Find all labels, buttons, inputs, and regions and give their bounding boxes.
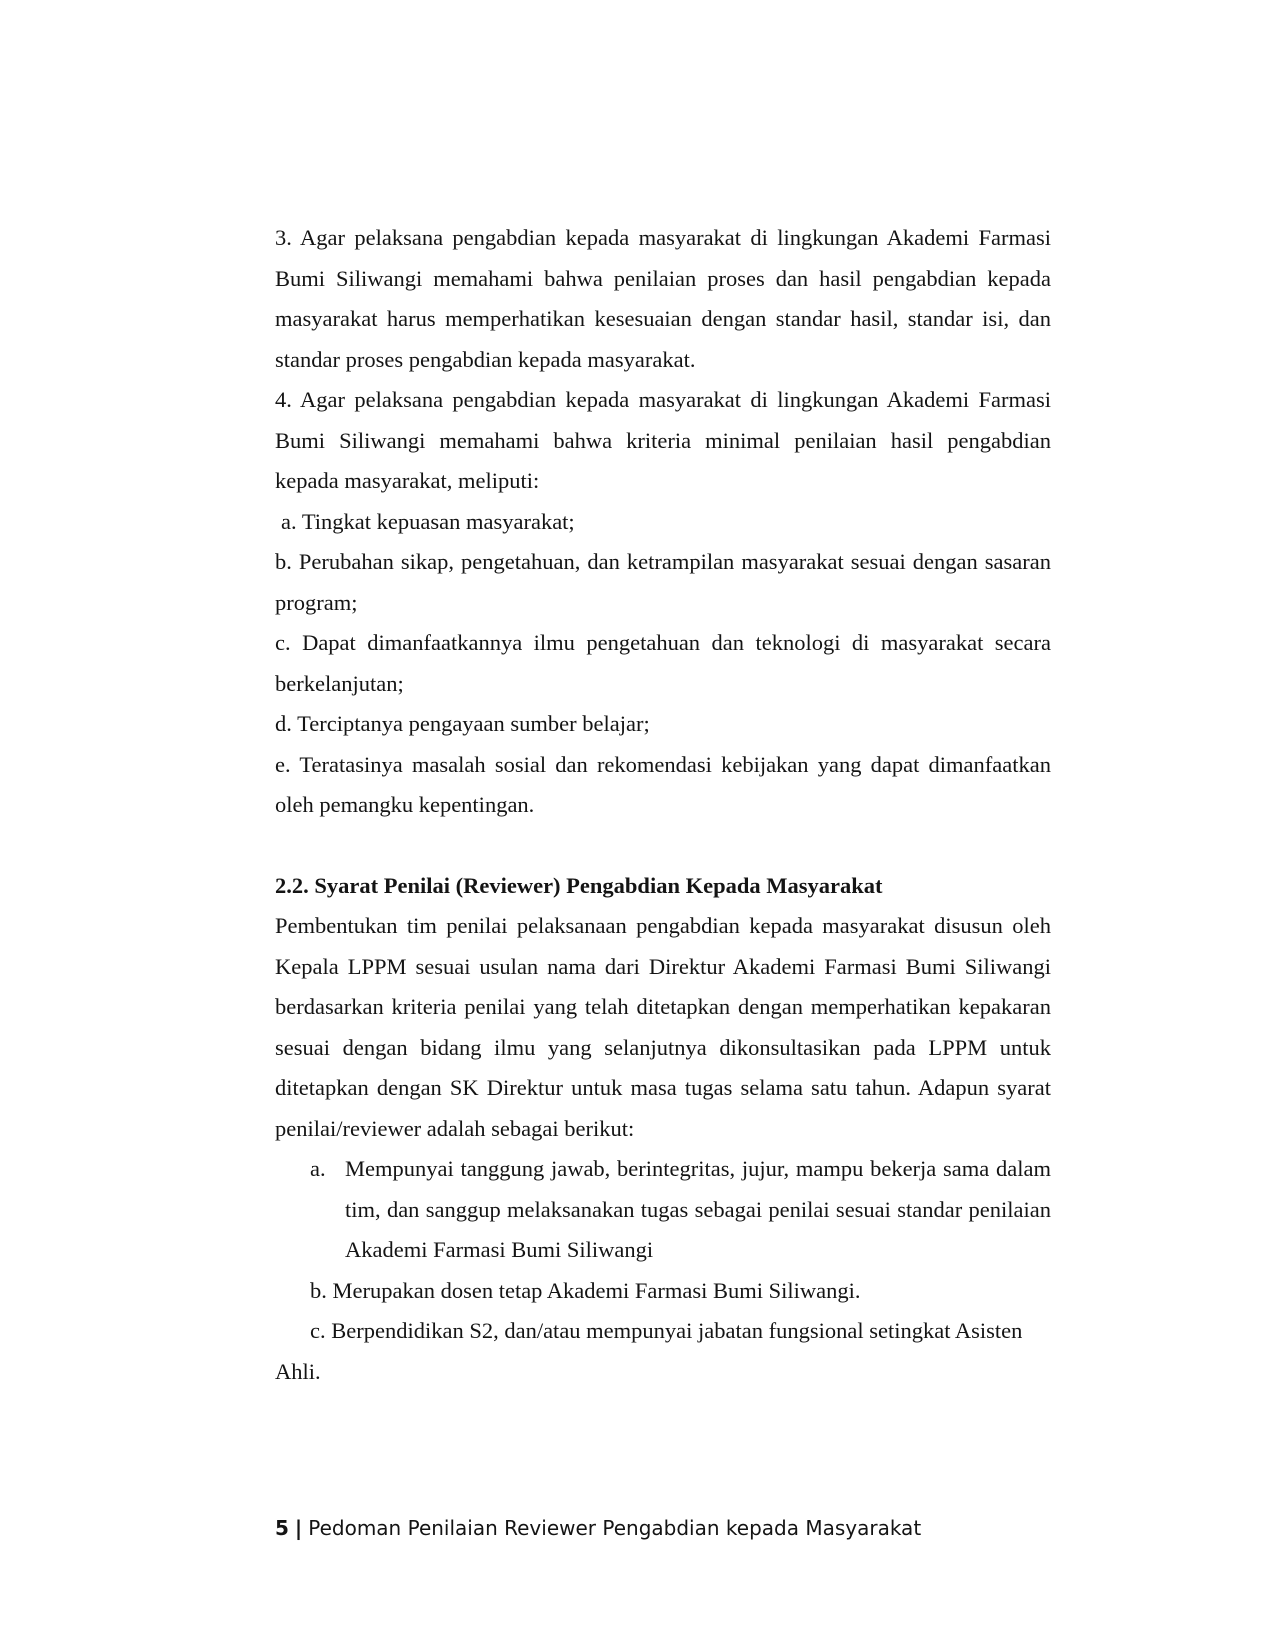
criteria-item-b: b. Perubahan sikap, pengetahuan, dan ketrampilan masyarakat sesuai dengan sasaran program;	[275, 549, 1051, 615]
page-number: 5	[275, 1516, 289, 1540]
section-heading: 2.2. Syarat Penilai (Reviewer) Pengabdian Kepada Masyarakat	[275, 872, 883, 898]
requirement-item-a	[275, 1149, 1051, 1271]
page-footer	[275, 1514, 921, 1542]
section-spacer	[275, 826, 1051, 866]
requirement-marker-a: a.	[310, 1156, 326, 1181]
footer-separator: |	[294, 1516, 303, 1540]
requirement-item-c: c. Berpendidikan S2, dan/atau mempunyai jabatan fungsional setingkat Asisten Ahli.	[275, 1318, 1023, 1384]
page-content	[275, 218, 1051, 1392]
paragraph-point-3: 3. Agar pelaksana pengabdian kepada masyarakat di lingkungan Akademi Farmasi Bumi Siliwangi memahami bahwa penilaian proses dan hasil pengabdian kepada masyarakat harus memperhatikan kesesuaian dengan standar hasil, standar isi, dan standar proses pengabdian kepada masyarakat.	[275, 225, 1051, 372]
criteria-item-a: a. Tingkat kepuasan masyarakat;	[281, 508, 575, 534]
footer-title: Pedoman Penilaian Reviewer Pengabdian kepada Masyarakat	[308, 1516, 922, 1540]
criteria-item-e: e. Teratasinya masalah sosial dan rekomendasi kebijakan yang dapat dimanfaatkan oleh pemangku kepentingan.	[275, 751, 1051, 817]
section-intro: Pembentukan tim penilai pelaksanaan pengabdian kepada masyarakat disusun oleh Kepala LPPM sesuai usulan nama dari Direktur Akademi Farmasi Bumi Siliwangi berdasarkan kriteria penilai yang telah ditetapkan dengan memperhatikan kepakaran sesuai dengan bidang ilmu yang selanjutnya dikonsultasikan pada LPPM untuk ditetapkan dengan SK Direktur untuk masa tugas selama satu tahun. Adapun syarat penilai/reviewer adalah sebagai berikut:	[275, 913, 1051, 1141]
requirement-text-a: Mempunyai tanggung jawab, berintegritas, jujur, mampu bekerja sama dalam tim, dan sanggup melaksanakan tugas sebagai penilai sesuai standar penilaian Akademi Farmasi Bumi Siliwangi	[345, 1156, 1051, 1262]
paragraph-point-4: 4. Agar pelaksana pengabdian kepada masyarakat di lingkungan Akademi Farmasi Bumi Siliwangi memahami bahwa kriteria minimal penilaian hasil pengabdian kepada masyarakat, meliputi:	[275, 387, 1051, 493]
criteria-item-d: d. Terciptanya pengayaan sumber belajar;	[275, 711, 650, 736]
requirement-item-b: b. Merupakan dosen tetap Akademi Farmasi Bumi Siliwangi.	[310, 1277, 861, 1303]
criteria-item-c: c. Dapat dimanfaatkannya ilmu pengetahuan dan teknologi di masyarakat secara berkelanjutan;	[275, 630, 1051, 696]
